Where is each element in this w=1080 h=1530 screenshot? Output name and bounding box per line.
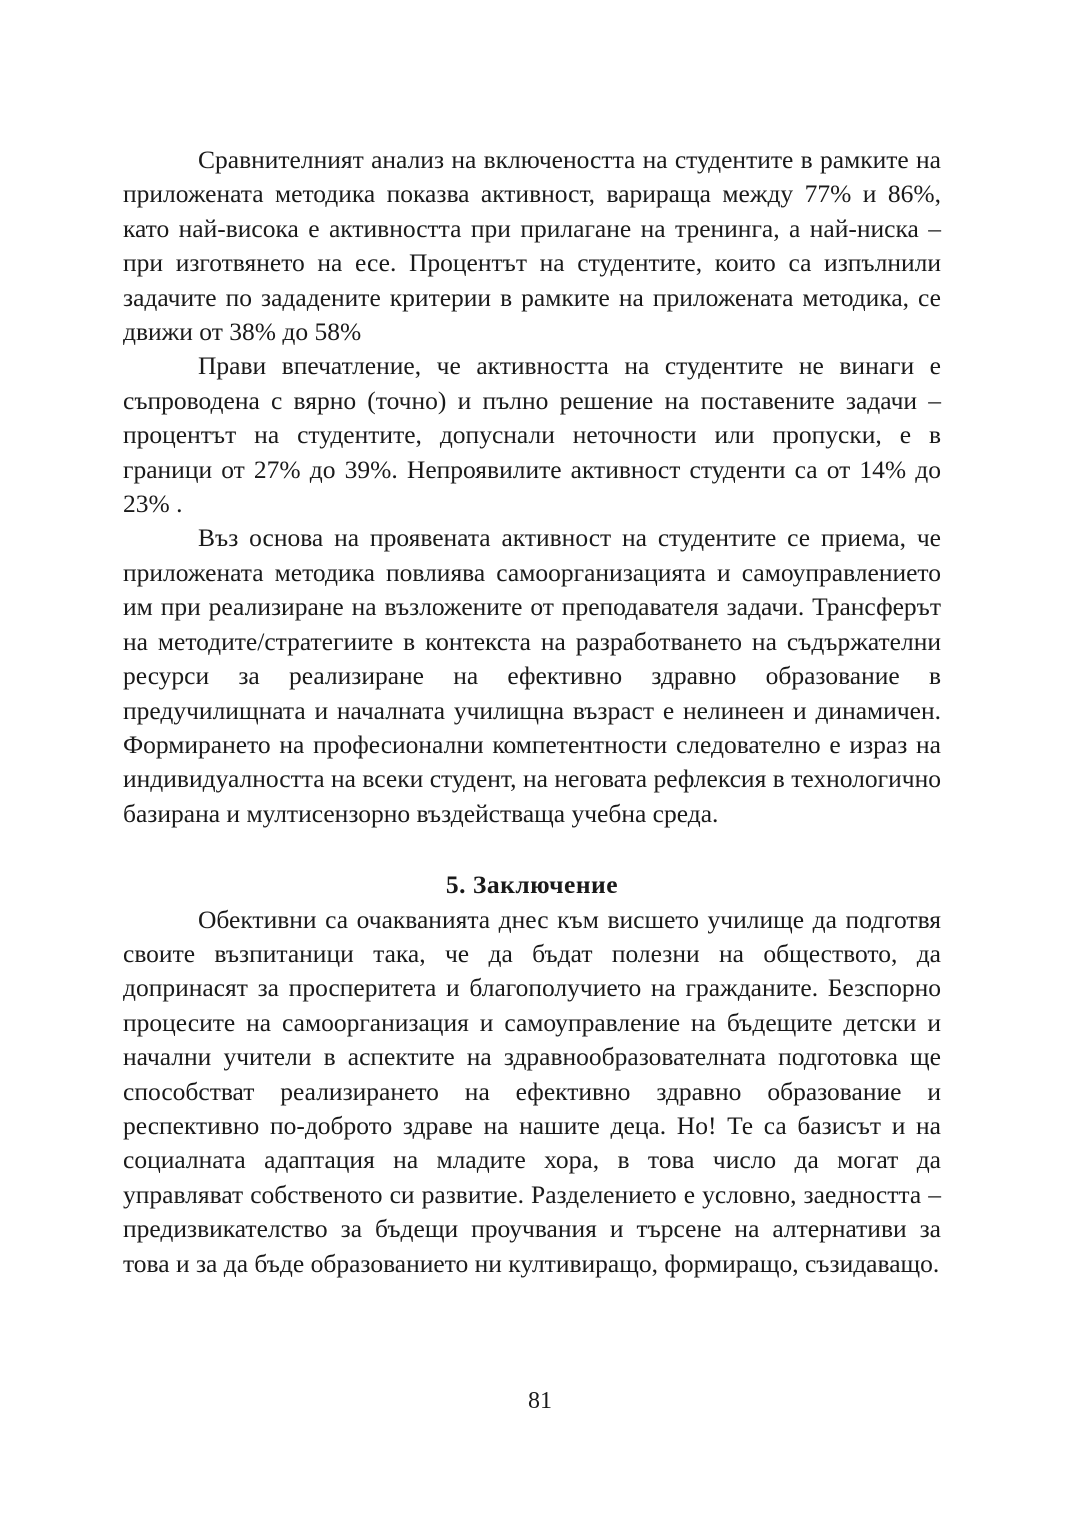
paragraph-activity-analysis: Сравнителният анализ на включеността на студентите в рамките на приложената методика показва активност, варираща между 77% и 86%, като най-висока е активността при прилагане на тренинга, а най-ниска – при изготвянето на есе. Процентът на студентите, които са изпълнили задачите по зададените критерии в рамките на приложената методика, се движи от 38% до 58%: [123, 145, 941, 347]
paragraph-self-organization: Въз основа на проявената активност на студентите се приема, че приложената методика повлиява самоорганизацията и самоуправлението им при реализиране на възложените от преподавателя задачи. Трансферът на методите/стратегиите в контекста на разработването на съдържателни ресурси за реализиране на ефективно здравно образование в предучилищната и началната училищна възраст е нелинеен и динамичен. Формирането на професионални компетентности следователно е израз на индивидуалността на всеки студент, на неговата рефлексия в технологично базирана и мултисензорно въздействаща учебна среда.: [123, 523, 941, 828]
paragraph-conclusion: Обективни са очакванията днес към висшето училище да подготвя своите възпитаници така, че да бъдат полезни на обществото, да допринасят за просперитета и благополучието на гражданите. Безспорно процесите на самоорганизация и самоуправление на бъдещите детски и начални учители в аспектите на здравнообразователната подготовка ще способстват реализирането на ефективно здравно образование и респективно по-доброто здраве на нашите деца. Но! Те са базисът и на социалната адаптация на младите хора, в това число да могат да управляват собственото си развитие. Разделението е условно, заедността – предизвикателство за бъдещи проучвания и търсене на алтернативи за това и за да бъде образованието ни култивиращо, формиращо, съзидаващо.: [123, 904, 941, 1278]
paragraph-impression: Прави впечатление, че активността на студентите не винаги е съпроводена с вярно (точно) и пълно решение на поставените задачи – процентът на студентите, допуснали неточности или пропуски, е в граници от 27% до 39%. Непроявилите активност студенти са от 14% до 23% .: [123, 351, 941, 519]
page-body: [123, 143, 941, 1281]
section-heading-conclusion: 5. Заключение: [445, 870, 619, 900]
page-number: 81: [528, 1388, 552, 1414]
